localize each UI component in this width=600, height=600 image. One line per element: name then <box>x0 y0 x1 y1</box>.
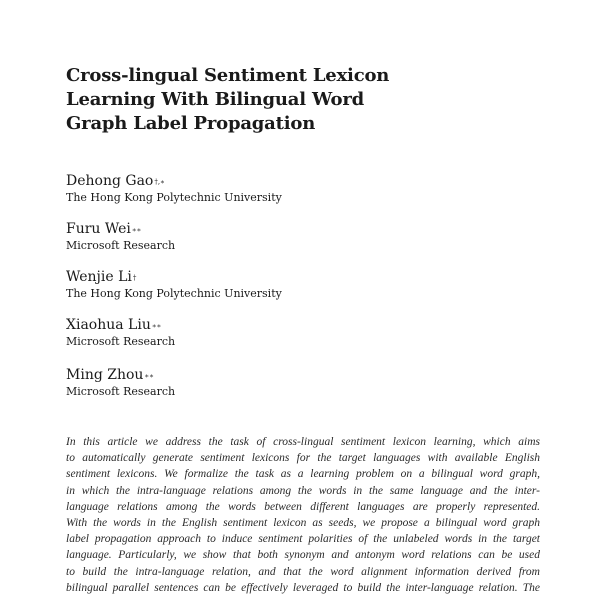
author-marks: ∗∗ <box>144 372 154 380</box>
abstract-line: language. Particularly, we show that both synonym and antonym word relations can be used <box>66 549 540 562</box>
author-marks: † <box>132 274 137 282</box>
title-line: Cross-lingual Sentiment Lexicon <box>66 65 390 86</box>
author-affiliation: Microsoft Research <box>66 335 176 348</box>
author-affiliation: The Hong Kong Polytechnic University <box>66 191 282 204</box>
author-marks: ∗∗ <box>151 322 162 330</box>
author-block <box>66 316 466 349</box>
abstract-line: to automatically generate sentiment lexicons for the target languages with available English <box>66 452 540 465</box>
abstract-line: In this article we address the task of cross-lingual sentiment lexicon learning, which aims <box>66 436 540 448</box>
author-name: Ming Zhou∗∗ <box>66 367 154 383</box>
author-affiliation: Microsoft Research <box>66 239 176 252</box>
author-name: Wenjie Li† <box>66 269 137 285</box>
abstract-line: With the words in the English sentiment lexicon as seeds, we propose a bilingual word graph <box>66 517 540 530</box>
author-affiliation: Microsoft Research <box>66 385 176 398</box>
author-marks: †,∗ <box>154 178 165 186</box>
title-line: Learning With Bilingual Word <box>66 89 365 110</box>
abstract-line: language relations among the words between different languages are properly represented. <box>66 500 540 513</box>
abstract-line: to build the intra-language relation, and that the word alignment information derived from <box>66 565 540 578</box>
abstract-line: sentiment lexicons. We formalize the task as a learning problem on a bilingual word graph, <box>66 468 540 481</box>
author-name: Dehong Gao†,∗ <box>66 173 165 189</box>
author-name: Furu Wei∗∗ <box>66 221 142 237</box>
author-block <box>66 172 466 205</box>
paper-title <box>66 64 446 136</box>
title-line: Graph Label Propagation <box>66 113 316 134</box>
author-block <box>66 268 466 301</box>
abstract-line: label propagation approach to induce sentiment polarities of the unlabeled words in the target <box>66 533 540 546</box>
abstract <box>66 434 540 596</box>
author-marks: ∗∗ <box>131 226 142 234</box>
abstract-line: bilingual parallel sentences can be effectively leveraged to build the inter-language relation. The <box>66 581 540 594</box>
author-name: Xiaohua Liu∗∗ <box>66 317 162 333</box>
author-block <box>66 366 466 399</box>
abstract-line: in which the intra-language relations among the words in the same language and the inter- <box>66 484 540 497</box>
author-affiliation: The Hong Kong Polytechnic University <box>66 287 282 300</box>
author-block <box>66 220 466 253</box>
